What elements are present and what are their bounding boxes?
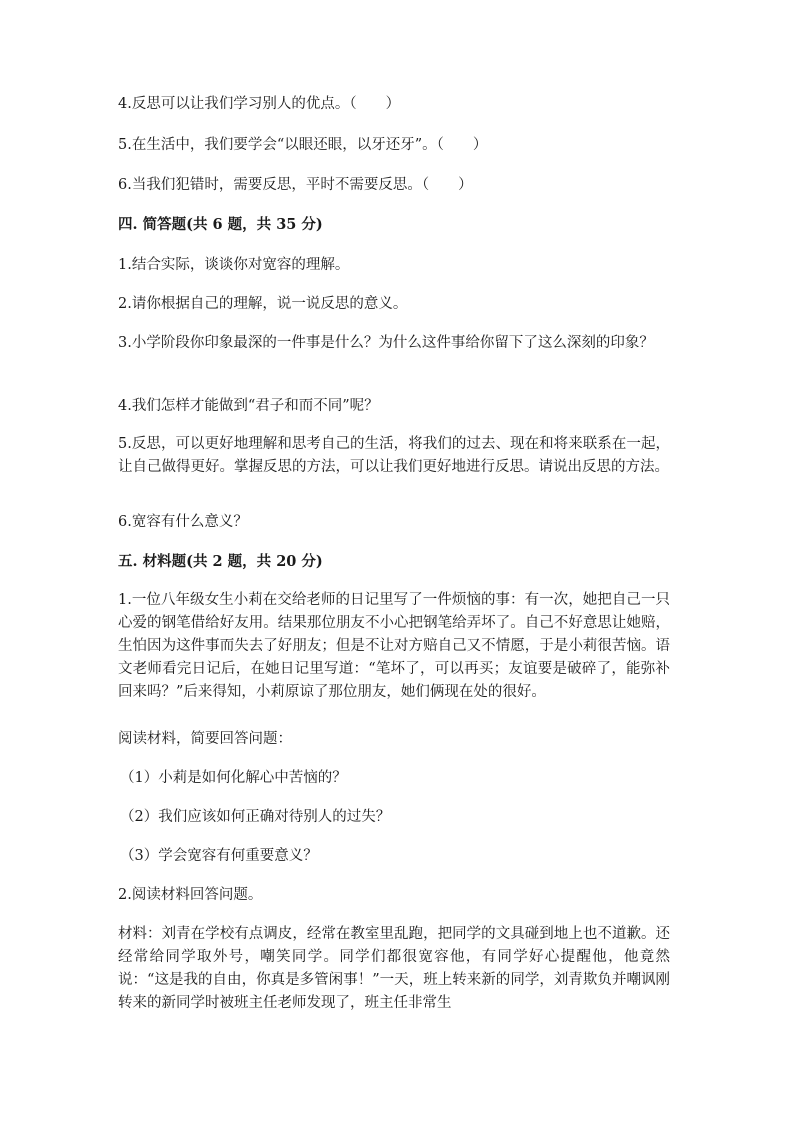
short-answer-3: 3.小学阶段你印象最深的一件事是什么？为什么这件事给你留下了这么深刻的印象？ bbox=[118, 335, 654, 351]
sub-question-1: （1）小莉是如何化解心中苦恼的？ bbox=[120, 770, 347, 786]
judge-item-6: 6.当我们犯错时，需要反思，平时不需要反思。（ ） bbox=[118, 177, 473, 193]
material-prompt: 阅读材料，简要回答问题： bbox=[118, 731, 292, 747]
short-answer-1: 1.结合实际，谈谈你对宽容的理解。 bbox=[118, 257, 350, 273]
sub-question-3: （3）学会宽容有何重要意义？ bbox=[120, 848, 318, 864]
material-question-1: 1.一位八年级女生小莉在交给老师的日记里写了一件烦恼的事：有一次，她把自己一只心爱的钢笔借给好友用。结果那位朋友不小心把钢笔给弄坏了。自己不好意思让她赔，生怕因为这件事而失去了好朋友；但是不让对方赔自己又不情愿，于是小莉很苦恼。语文老师看完日记后，在她日记里写道：“笔坏了，可以再买；友谊要是破碎了，能弥补回来吗？”后来得知，小莉原谅了那位朋友，她们俩现在处的很好。 bbox=[118, 592, 670, 700]
short-answer-6: 6.宽容有什么意义？ bbox=[118, 514, 248, 530]
short-answer-5: 5.反思，可以更好地理解和思考自己的生活，将我们的过去、现在和将来联系在一起，让自己做得更好。掌握反思的方法，可以让我们更好地进行反思。请说出反思的方法。 bbox=[118, 436, 670, 475]
judge-item-4: 4.反思可以让我们学习别人的优点。（ ） bbox=[118, 96, 401, 112]
short-answer-2: 2.请你根据自己的理解，说一说反思的意义。 bbox=[118, 296, 408, 312]
section-5-title: 五. 材料题(共 2 题，共 20 分) bbox=[118, 553, 323, 570]
material-question-2-text: 材料：刘青在学校有点调皮，经常在教室里乱跑，把同学的文具碰到地上也不道歉。还经常给同学取外号，嘲笑同学。同学们都很宽容他，有同学好心提醒他，他竟然说：“这是我的自由，你真是多管闲事！”一天，班上转来新的同学，刘青欺负并嘲讽刚转来的新同学时被班主任老师发现了，班主任非常生 bbox=[118, 926, 670, 1011]
material-question-2-title: 2.阅读材料回答问题。 bbox=[118, 887, 263, 903]
judge-item-5: 5.在生活中，我们要学会“以眼还眼，以牙还牙”。（ ） bbox=[118, 137, 488, 153]
sub-question-2: （2）我们应该如何正确对待别人的过失？ bbox=[120, 809, 391, 825]
short-answer-4: 4.我们怎样才能做到“君子和而不同”呢？ bbox=[118, 398, 379, 414]
section-4-title: 四. 简答题(共 6 题，共 35 分) bbox=[118, 216, 323, 233]
